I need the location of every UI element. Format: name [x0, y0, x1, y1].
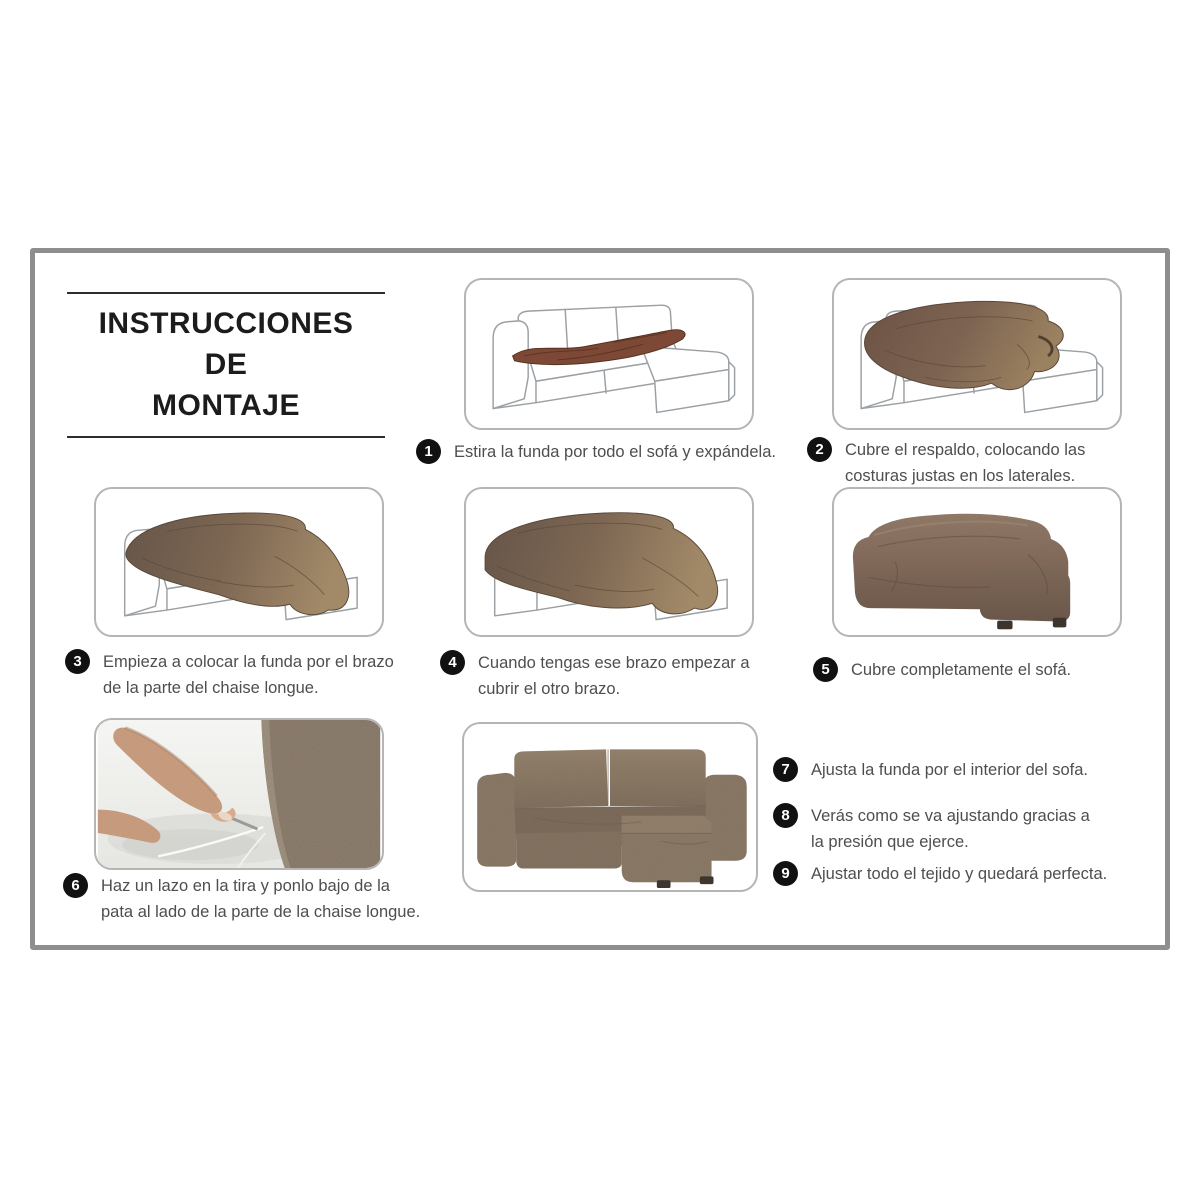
step8-number-badge: 8 — [773, 803, 798, 828]
step2-image-box — [832, 278, 1122, 430]
step-caption-line: la presión que ejerce. — [811, 833, 969, 851]
step7-number-badge: 7 — [773, 757, 798, 782]
step4-number-badge: 4 — [440, 650, 465, 675]
step-caption-line: Ajusta la funda por el interior del sofa. — [811, 761, 1088, 779]
step4-image-box — [464, 487, 754, 637]
title-rule-bottom — [67, 436, 385, 438]
step-caption-line: Verás como se va ajustando gracias a — [811, 807, 1090, 825]
step-caption-3 — [65, 649, 394, 701]
step-caption-2 — [807, 437, 1085, 489]
sofa-cover-backrest-illustration — [834, 280, 1120, 428]
step9-number-badge: 9 — [773, 861, 798, 886]
step-caption-4 — [440, 650, 750, 702]
step-caption-line: de la parte del chaise longue. — [103, 679, 319, 697]
step3-image-box — [94, 487, 384, 637]
step1-number-badge: 1 — [416, 439, 441, 464]
hands-tying-cord-photo — [96, 720, 382, 868]
step-caption-line: Cubre completamente el sofá. — [851, 661, 1072, 679]
finished-covered-sofa-photo — [464, 724, 756, 890]
step3-number-badge: 3 — [65, 649, 90, 674]
step-caption-line: Cubre el respaldo, colocando las — [845, 441, 1086, 459]
step-caption-line: Estira la funda por todo el sofá y expándela. — [454, 443, 776, 461]
step-caption-1 — [416, 439, 776, 465]
sofa-fully-covered-illustration — [834, 489, 1120, 635]
step-caption-line: Cuando tengas ese brazo empezar a — [478, 654, 750, 672]
step-caption-5 — [813, 657, 1071, 683]
step5-image-box — [832, 487, 1122, 637]
step-caption-8 — [773, 803, 1090, 855]
sofa-cover-chaise-arm-illustration — [96, 489, 382, 635]
step5-number-badge: 5 — [813, 657, 838, 682]
step6-image-box — [94, 718, 384, 870]
step6-number-badge: 6 — [63, 873, 88, 898]
step-caption-9 — [773, 861, 1107, 887]
step-caption-line: cubrir el otro brazo. — [478, 680, 621, 698]
step-caption-line: Haz un lazo en la tira y ponlo bajo de la — [101, 877, 390, 895]
sofa-cover-strip-illustration — [466, 280, 752, 428]
step-caption-6 — [63, 873, 420, 925]
step1-image-box — [464, 278, 754, 430]
step7-image-box — [462, 722, 758, 892]
step-caption-7 — [773, 757, 1088, 783]
step-caption-line: Ajustar todo el tejido y quedará perfecta. — [811, 865, 1108, 883]
step-caption-line: pata al lado de la parte de la chaise longue. — [101, 903, 421, 921]
step-caption-line: costuras justas en los laterales. — [845, 467, 1076, 485]
step2-number-badge: 2 — [807, 437, 832, 462]
page-title-line1: INSTRUCCIONES — [98, 307, 354, 340]
page-title-line3: MONTAJE — [152, 389, 300, 422]
step-caption-line: Empieza a colocar la funda por el brazo — [103, 653, 394, 671]
page-title-line2: DE — [204, 348, 248, 381]
title-block — [40, 292, 412, 438]
sofa-cover-other-arm-illustration — [466, 489, 752, 635]
